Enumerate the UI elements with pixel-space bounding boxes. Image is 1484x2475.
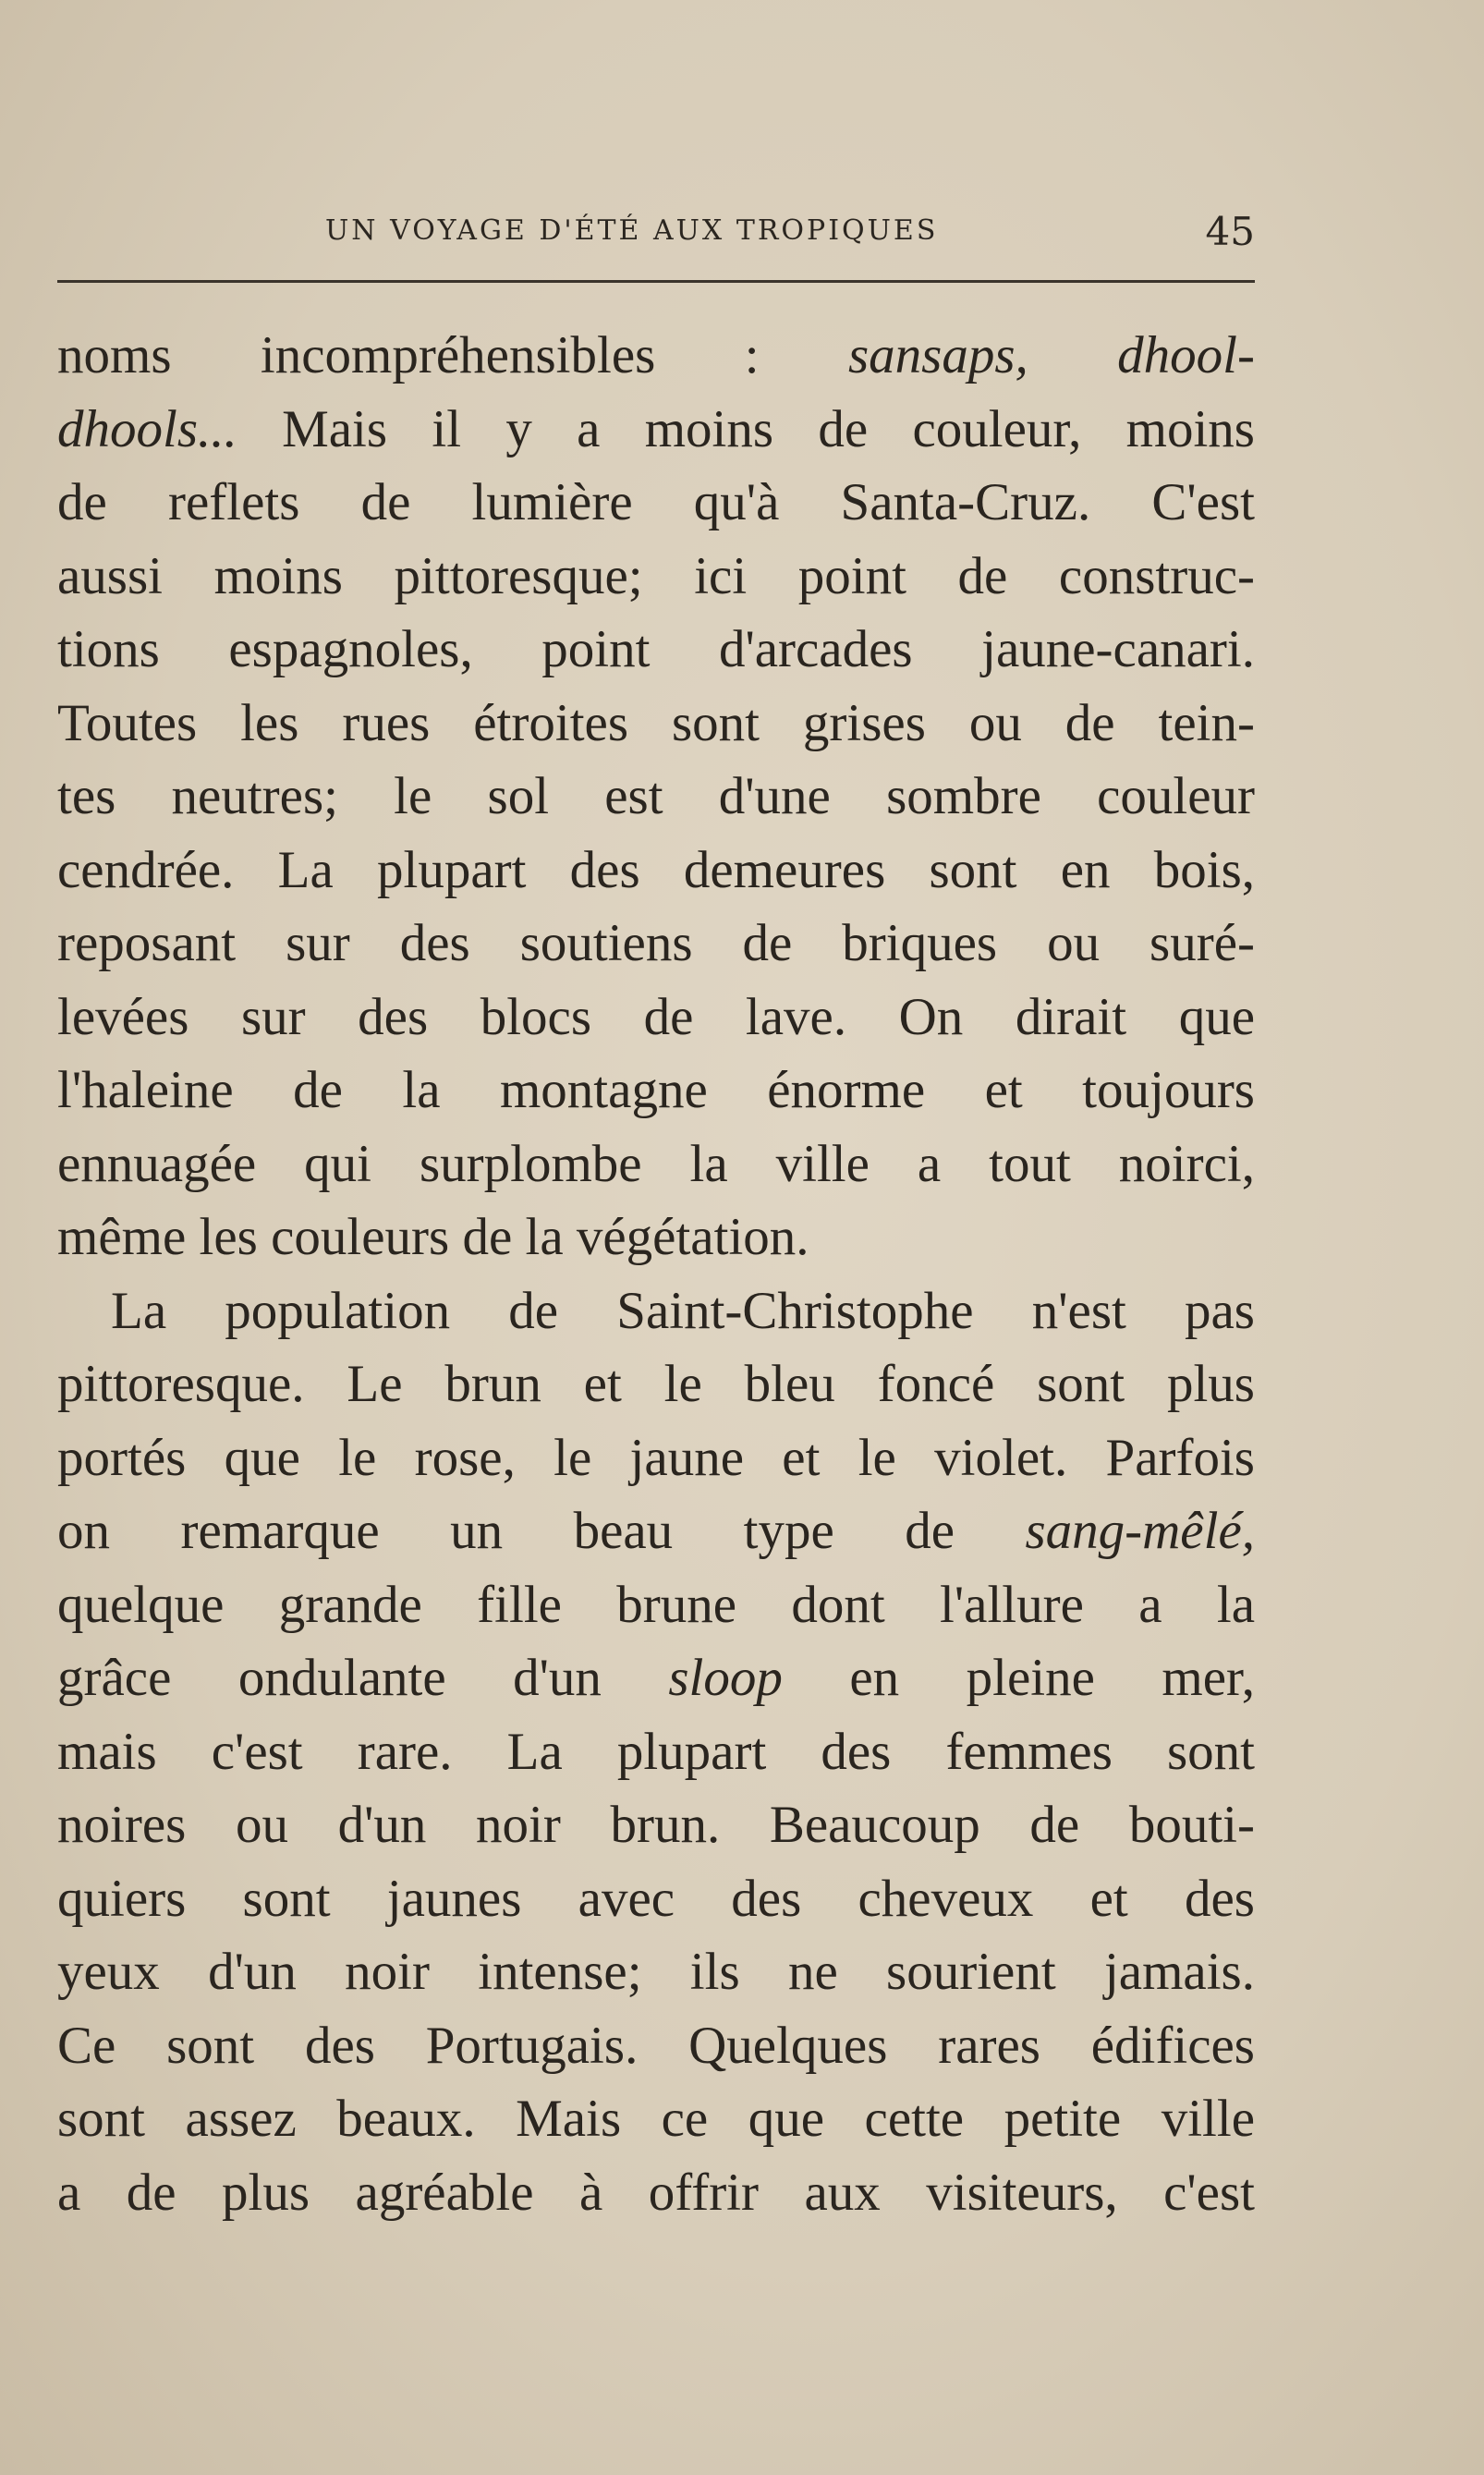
running-header [57,205,1255,264]
text-line: on remarque un beau type de sang-mêlé, [57,1502,1255,1560]
text-line: a de plus agréable à offrir aux visiteurs, c'est [57,2163,1255,2222]
text-line: sont assez beaux. Mais ce que cette petite ville [57,2090,1255,2148]
text-line: levées sur des blocs de lave. On dirait que [57,987,1255,1046]
paragraph-2 [57,1274,1255,2230]
text-line: cendrée. La plupart des demeures sont en bois, [57,840,1255,899]
text-line: même les couleurs de la végétation. [57,1208,809,1266]
text-line: yeux d'un noir intense; ils ne sourient jamais. [57,1943,1255,2001]
text-line: Toutes les rues étroites sont grises ou de tein- [57,693,1255,752]
text-line: quelque grande fille brune dont l'allure a la [57,1575,1255,1634]
text-line: grâce ondulante d'un sloop en pleine mer, [57,1649,1256,1707]
text-line: quiers sont jaunes avec des cheveux et des [57,1869,1255,1928]
text-line: La population de Saint-Christophe n'est pas [111,1281,1255,1340]
text-line: mais c'est rare. La plupart des femmes sont [57,1722,1255,1781]
text-line: aussi moins pittoresque; ici point de construc- [57,546,1255,605]
running-title: UN VOYAGE D'ÉTÉ AUX TROPIQUES [325,214,939,247]
page-number: 45 [1205,209,1255,254]
paragraph-1 [57,319,1255,1274]
text-line: ennuagée qui surplombe la ville a tout noirci, [57,1134,1255,1193]
text-line: tes neutres; le sol est d'une sombre couleur [57,767,1255,825]
text-line: l'haleine de la montagne énorme et toujours [57,1061,1255,1119]
text-line: Ce sont des Portugais. Quelques rares édifices [57,2016,1255,2075]
text-line: pittoresque. Le brun et le bleu foncé sont plus [57,1355,1255,1413]
text-line: dhools... Mais il y a moins de couleur, moins [57,399,1255,458]
text-line: de reflets de lumière qu'à Santa-Cruz. C'est [57,473,1255,531]
header-rule [57,280,1255,283]
text-line: portés que le rose, le jaune et le violet. Parfois [57,1428,1255,1487]
text-line: reposant sur des soutiens de briques ou suré- [57,914,1255,972]
text-line: noms incompréhensibles : sansaps, dhool- [57,326,1255,384]
body-text [57,319,1255,2229]
text-line: noires ou d'un noir brun. Beaucoup de bouti- [57,1796,1255,1854]
text-line: tions espagnoles, point d'arcades jaune-canari. [57,620,1255,678]
